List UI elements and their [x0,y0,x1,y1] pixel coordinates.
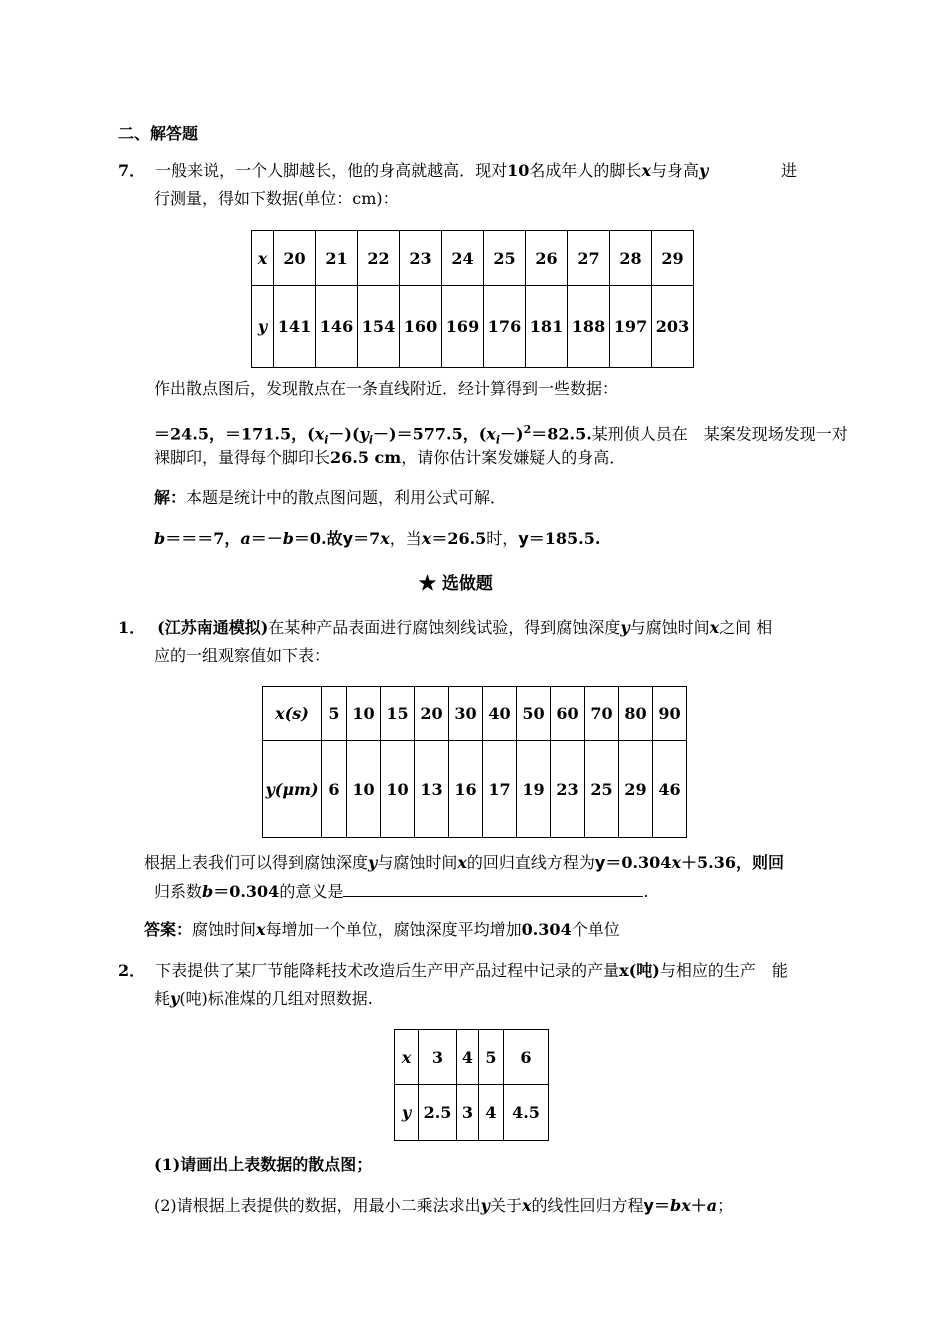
o1-line2: 应的一组观察值如下表： [154,646,331,665]
formula-part: ＝26.5 [431,529,487,548]
table-cell: 5 [479,1030,504,1085]
o2-text: x(吨) [619,961,660,980]
calc-part: －)＝577.5，( [373,424,487,444]
o2-text: 下表提供了某厂节能降耗技术改造后生产甲产品过程中记录的产量 [155,961,620,980]
calc-part: ，请你估计案发嫌疑人的身高． [401,448,626,467]
table-cell: 20 [415,687,449,741]
o1-answer [144,919,620,941]
o1-text: 与腐蚀时间 [629,618,710,637]
table-cell: 70 [585,687,619,741]
table-cell: 90 [653,687,687,741]
table-cell: 50 [517,687,551,741]
table-cell: 60 [551,687,585,741]
table-cell: 10 [381,741,415,838]
o1-text: . [643,882,649,901]
o1-text: 归系数 [154,882,203,901]
o2-yhat: y [643,1196,654,1215]
table-header-x: x [395,1030,419,1085]
table-cell: 146 [316,286,358,368]
footprint-length: 26.5 cm [330,448,402,467]
table-cell: 2.5 [419,1085,457,1141]
answer-text: 个单位 [571,920,620,939]
table-cell: 26 [526,231,568,286]
q7-formula [154,528,600,550]
o2-number: 2． [118,961,146,980]
calc-part: 某刑侦人员在 某案发现场发现一对 [591,424,848,444]
table-cell: 10 [347,687,381,741]
o1-var-x: x [709,618,720,637]
table-cell: 29 [619,741,653,838]
o1-after-line2 [154,880,648,903]
o1-var-b: b [202,882,214,901]
table-cell: 17 [483,741,517,838]
formula-var: a [240,529,251,548]
formula-part: ＝185.5. [528,529,601,548]
answer-text: 每增加一个单位，腐蚀深度平均增加 [265,920,522,939]
table-cell: 46 [653,741,687,838]
table-cell: 21 [316,231,358,286]
calc-var: x [486,424,496,444]
q7-text: 名成年人的脚长 [529,161,642,180]
q7-line1 [118,160,708,182]
table-cell: 19 [517,741,551,838]
o1-text: ＋5.36，则回 [680,853,784,872]
section-heading: 二、解答题 [118,124,199,143]
o1-text: 在某种产品表面进行腐蚀刻线试验，得到腐蚀深度 [268,618,621,637]
table-header-y: y [252,286,274,368]
table-cell: 25 [484,231,526,286]
table-cell: 4 [457,1030,479,1085]
table-header-y: y [395,1085,419,1141]
o2-text: ＋ [690,1196,707,1215]
answer-label: 答案： [144,920,193,939]
q7-number: 7． [118,161,146,180]
formula-var: x [380,529,390,548]
table-cell: 188 [568,286,610,368]
table-cell: 6 [504,1030,549,1085]
formula-part: ＝＝＝7， [165,529,241,548]
calc-sup: 2 [523,423,532,436]
formula-var: b [154,529,166,548]
calc-part: ＝82.5. [531,424,592,444]
o1-text: ＝0.304 [213,882,280,901]
answer-value: 0.304 [521,920,572,939]
o2-var-y: y [480,1196,490,1215]
table-cell: 25 [585,741,619,838]
solution-text: 本题是统计中的散点图问题，利用公式可解． [186,488,507,507]
table-cell: 4 [479,1085,504,1141]
answer-text: 腐蚀时间 [192,920,257,939]
table-cell: 176 [484,286,526,368]
table-cell: 80 [619,687,653,741]
o1-after-line1 [144,852,784,874]
o1-var-x: x [671,853,681,872]
o2-text: 关于 [489,1196,522,1215]
q7-after-table: 作出散点图后，发现散点在一条直线附近．经计算得到一些数据： [154,379,619,398]
table-cell: 160 [400,286,442,368]
table-cell: 181 [526,286,568,368]
o2-text: 的线性回归方程 [531,1196,644,1215]
o1-var-x: x [457,853,467,872]
o2-text: 与相应的生产 能 [659,961,788,980]
table-cell: 13 [415,741,449,838]
o1-line1 [118,617,772,639]
q7-var-y: y [699,161,709,180]
formula-part: 时， [486,529,519,548]
q7-solution [154,487,506,509]
table-cell: 197 [610,286,652,368]
optional-heading: ★ 选做题 [419,574,493,594]
q7-var-x: x [641,161,651,180]
table-cell: 28 [610,231,652,286]
o2-line1 [118,960,788,982]
table-row [252,231,694,286]
table-cell: 15 [381,687,415,741]
calc-part: －)( [328,424,360,444]
formula-part: ＝7 [353,529,381,548]
table-cell: 23 [400,231,442,286]
o1-var-y: y [368,853,378,872]
formula-var: b [282,529,294,548]
table-row [263,687,687,741]
answer-blank [343,880,643,897]
o1-text: ＝0.304 [605,853,672,872]
o1-text: 之间 相 [719,618,773,637]
q7-text: 一般来说，一个人脚越长，他的身高就越高．现对 [155,161,508,180]
table-cell: 29 [652,231,694,286]
table-cell: 24 [442,231,484,286]
table-cell: 6 [322,741,347,838]
table-cell: 23 [551,741,585,838]
table-cell: 16 [449,741,483,838]
o2-var-a: a [706,1196,718,1215]
table-header-x: x(s) [263,687,322,741]
q7-calc-line2 [154,447,625,469]
q7-data-table [251,230,694,368]
formula-yhat: y [518,529,529,548]
o2-text: (吨)标准煤的几组对照数据. [179,989,373,1008]
o1-text: 根据上表我们可以得到腐蚀深度 [144,853,369,872]
o1-text: 与腐蚀时间 [377,853,458,872]
calc-var: y [359,424,369,444]
o2-part1 [154,1154,372,1176]
answer-var-x: x [256,920,266,939]
formula-part: ＝0.故 [293,529,343,548]
table-cell: 5 [322,687,347,741]
o2-var-bx: bx [670,1196,691,1215]
table-cell: 40 [483,687,517,741]
formula-yhat: y [342,529,354,548]
o1-source: (江苏南通模拟) [157,618,269,637]
table-header-y: y(μm) [263,741,322,838]
q7-line2: 行测量，得如下数据(单位：cm)： [154,189,399,208]
o2-text: ； [717,1196,734,1215]
table-cell: 3 [457,1085,479,1141]
table-cell: 30 [449,687,483,741]
formula-var: x [421,529,432,548]
table-cell: 169 [442,286,484,368]
o2-line2 [154,988,373,1010]
calc-sub: i [324,433,329,447]
o1-data-table [262,686,687,838]
calc-var: x [314,424,325,444]
calc-sub: i [368,433,374,447]
table-cell: 27 [568,231,610,286]
table-cell: 10 [347,741,381,838]
solution-label: 解： [154,488,187,507]
o2-text: (2)请根据上表提供的数据，用最小二乘法求出 [154,1196,481,1215]
table-cell: 3 [419,1030,457,1085]
table-header-x: x [252,231,274,286]
table-cell: 203 [652,286,694,368]
table-row [263,741,687,838]
q7-line1-end: 进 [781,161,798,180]
q7-count: 10 [507,161,530,180]
calc-sub: i [495,433,501,447]
o1-var-y: y [620,618,630,637]
table-cell: 154 [358,286,400,368]
table-row [395,1085,549,1141]
table-cell: 22 [358,231,400,286]
o2-text: (1)请画出上表数据的散点图； [154,1155,373,1174]
o2-text: ＝ [653,1196,670,1215]
o2-text: 耗 [154,989,171,1008]
o1-number: 1． [118,618,146,637]
o2-var-x: x [521,1196,532,1215]
o1-yhat: y [594,853,606,872]
o2-data-table [394,1029,549,1141]
calc-part: 裸脚印，量得每个脚印长 [154,448,331,467]
o2-part2 [154,1195,733,1217]
formula-part: ＝－ [250,529,283,548]
q7-text: 与身高 [650,161,699,180]
o2-var-y: y [170,989,180,1008]
calc-part: －) [500,424,524,444]
o1-text: 的回归直线方程为 [466,853,595,872]
calc-part: ＝24.5，＝171.5，( [154,424,315,444]
table-row [395,1030,549,1085]
table-cell: 141 [274,286,316,368]
formula-part: ，当 [389,529,422,548]
table-cell: 20 [274,231,316,286]
table-cell: 4.5 [504,1085,549,1141]
table-row [252,286,694,368]
o1-text: 的意义是 [279,882,344,901]
